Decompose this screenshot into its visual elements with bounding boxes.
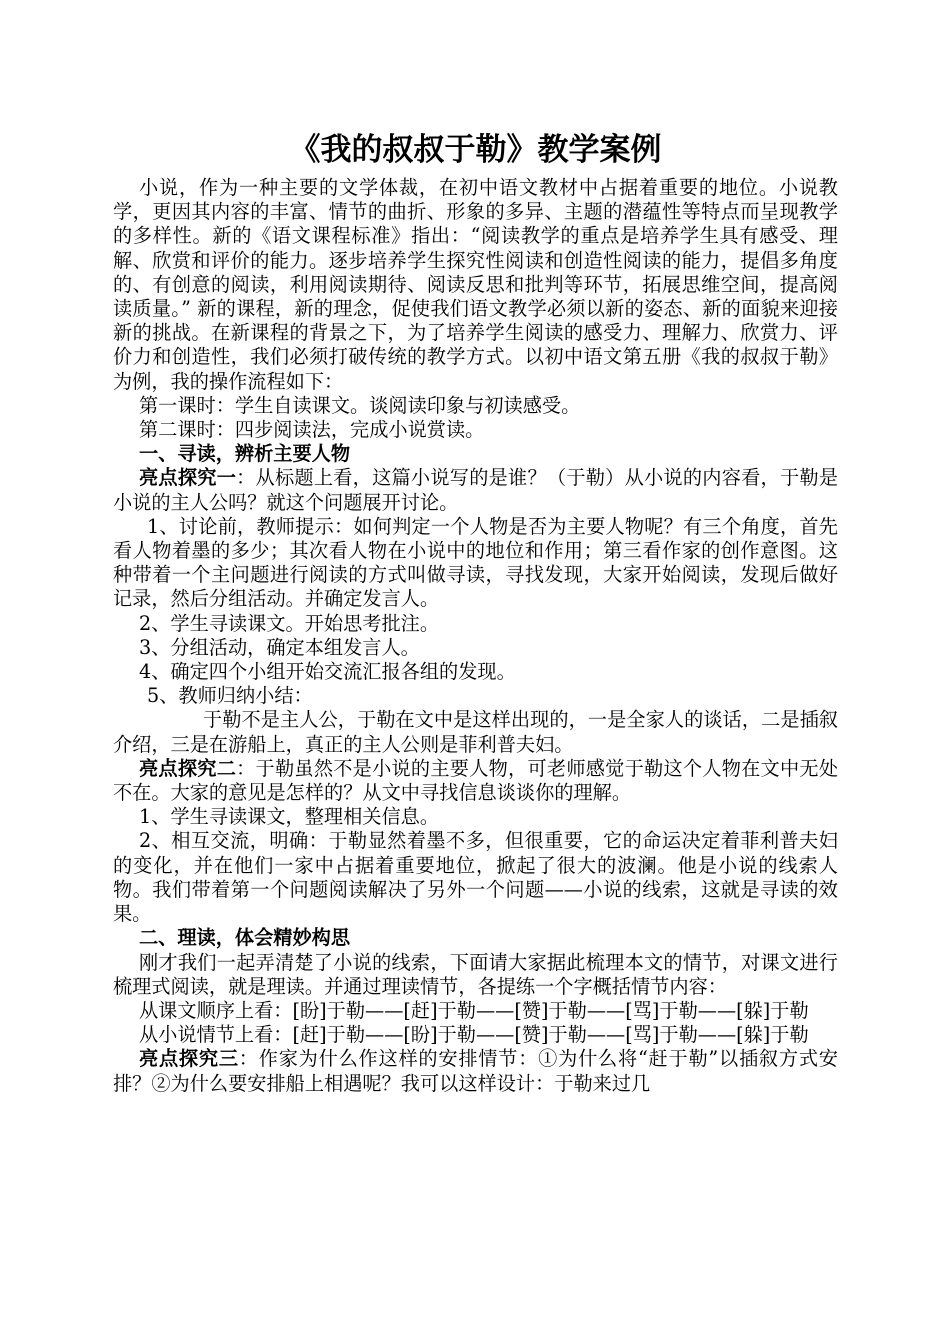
step-one-four: 4、确定四个小组开始交流汇报各组的发现。: [139, 660, 516, 684]
highlight-three-paragraph: [113, 1047, 838, 1095]
highlight-two-label: 亮点探究二: [139, 756, 237, 780]
order-line: 从课文顺序上看：[盼]于勒——[赶]于勒——[赞]于勒——[骂]于勒——[躲]于勒: [139, 998, 809, 1022]
summary-one: 于勒不是主人公，于勒在文中是这样出现的，一是全家人的谈话，二是插叙介绍，三是在游船上，真正的主人公则是菲利普夫妇。: [113, 708, 838, 756]
highlight-two-text: ：于勒虽然不是小说的主要人物，可老师感觉于勒这个人物在文中无处不在。大家的意见是怎样的？从文中寻找信息谈谈你的理解。: [113, 756, 839, 805]
highlight-one-label: 亮点探究一: [139, 466, 237, 490]
section-heading-one: 一、寻读，辨析主要人物: [139, 442, 351, 466]
step-one-one: 1、讨论前，教师提示：如何判定一个人物是否为主要人物呢？有三个角度，首先看人物着墨的多少；其次看人物在小说中的地位和作用；第三看作家的创作意图。这种带着一个主问题进行阅读的方式叫做寻读，寻找发现，大家开始阅读，发现后做好记录，然后分组活动。并确定发言人。: [113, 514, 838, 611]
step-one-two: 2、学生寻读课文。开始思考批注。: [139, 611, 440, 635]
step-two-two: 2、相互交流，明确：于勒显然着墨不多，但很重要，它的命运决定着菲利普夫妇的变化，并在他们一家中占据着重要地位，掀起了很大的波澜。他是小说的线索人物。我们带着第一个问题阅读解决了另外一个问题——小说的线索，这就是寻读的效果。: [113, 829, 838, 926]
plot-line: 从小说情节上看：[赶]于勒——[盼]于勒——[赞]于勒——[骂]于勒——[躲]于勒: [139, 1023, 809, 1047]
section-heading-two: 二、理读，体会精妙构思: [139, 926, 351, 950]
document-page: [113, 128, 838, 1096]
highlight-one-paragraph: [113, 466, 838, 514]
highlight-three-text: ：作家为什么作这样的安排情节：①为什么将“赶于勒”以插叙方式安排？②为什么要安排船上相遇呢？我可以这样设计：于勒来过几: [113, 1047, 838, 1095]
intro-paragraph: 小说，作为一种主要的文学体裁，在初中语文教材中占据着重要的地位。小说教学，更因其内容的丰富、情节的曲折、形象的多异、主题的潜蕴性等特点而呈现教学的多样性。新的《语文课程标准》指出：“阅读教学的重点是培养学生具有感受、理解、欣赏和评价的能力。逐步培养学生探究性阅读和创造性阅读的能力，提倡多角度的、有创意的阅读，利用阅读期待、阅读反思和批判等环节，拓展思维空间，提高阅读质量。” 新的课程，新的理念，促使我们语文教学必须以新的姿态、新的面貌来迎接新的挑战。在新课程的背景之下，为了培养学生阅读的感受力、理解力、欣赏力、评价力和创造性，我们必须打破传统的教学方式。以初中语文第五册《我的叔叔于勒》为例，我的操作流程如下：: [113, 176, 838, 393]
lesson-two-line: 第二课时：四步阅读法，完成小说赏读。: [139, 418, 485, 442]
step-one-three: 3、分组活动，确定本组发言人。: [139, 635, 420, 659]
lesson-one-line: 第一课时：学生自读课文。谈阅读印象与初读感受。: [139, 393, 581, 417]
document-title: 《我的叔叔于勒》教学案例: [289, 132, 662, 168]
highlight-three-label: 亮点探究三: [139, 1047, 239, 1071]
highlight-two-paragraph: [113, 757, 838, 805]
highlight-one-text: ：从标题上看，这篇小说写的是谁？（于勒）从小说的内容看，于勒是小说的主人公吗？就这个问题展开讨论。: [113, 466, 839, 514]
clue-paragraph: 刚才我们一起弄清楚了小说的线索，下面请大家据此梳理本文的情节，对课文进行梳理式阅读，就是理读。并通过理读情节，各提练一个字概括情节内容：: [113, 950, 838, 998]
step-two-one: 1、学生寻读课文，整理相关信息。: [139, 805, 440, 829]
step-one-five: 5、教师归纳小结：: [147, 684, 313, 708]
